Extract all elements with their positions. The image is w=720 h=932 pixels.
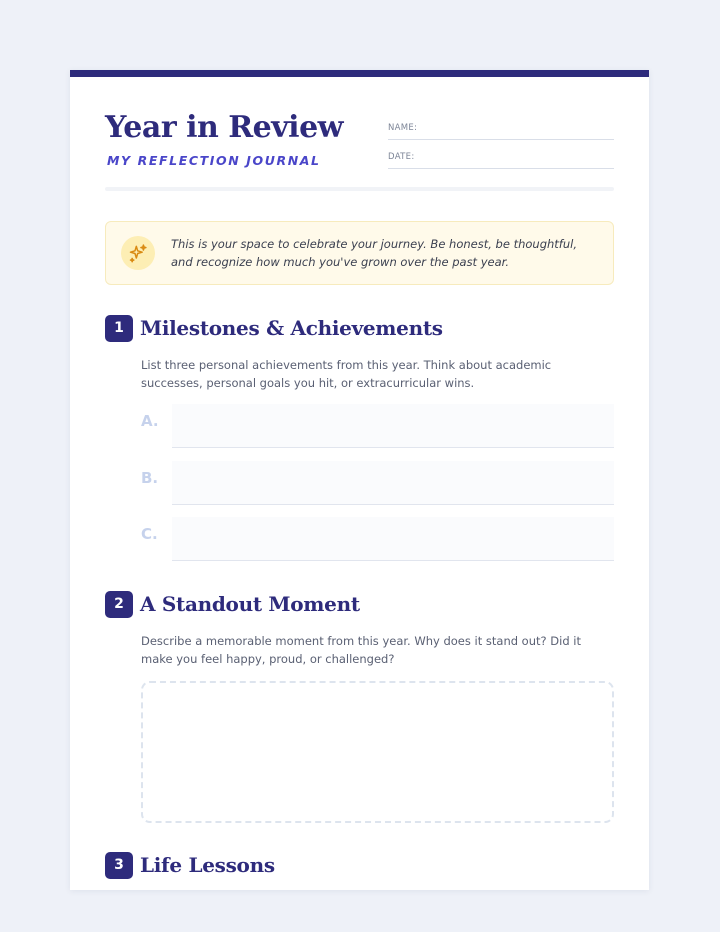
section-2-description: Describe a memorable moment from this year. Why does it stand out? Did it make you feel happy, proud, or challenged? [141,634,581,666]
answer-letter: C. [141,525,158,543]
answer-letter: B. [141,469,159,487]
section-number-badge: 1 [105,315,133,342]
answer-input-b[interactable] [172,461,614,505]
name-field[interactable] [388,123,614,140]
answer-input-a[interactable] [172,404,614,448]
answer-row-c [141,517,614,561]
header-divider [105,187,614,191]
answer-row-b [141,461,614,505]
section-title: Life Lessons [140,853,275,877]
standout-moment-textarea[interactable] [141,681,614,823]
sparkles-icon [121,236,155,270]
page-title: Year in Review [105,110,343,145]
section-title: A Standout Moment [140,592,360,616]
section-number-badge: 2 [105,591,133,618]
answer-letter: A. [141,412,159,430]
page-subtitle: MY REFLECTION JOURNAL [107,153,321,168]
name-label: NAME: [388,123,418,133]
section-title: Milestones & Achievements [140,316,443,340]
intro-callout [105,221,614,285]
date-label: DATE: [388,152,415,162]
answer-input-c[interactable] [172,517,614,561]
section-1-description: List three personal achievements from this year. Think about academic successes, personal goals you hit, or extracurricular wins. [141,358,552,390]
intro-text: This is your space to celebrate your journey. Be honest, be thoughtful, and recognize how much you've grown over the past year. [171,237,577,269]
answer-row-a [141,404,614,448]
worksheet-page [70,70,649,890]
section-number-badge: 3 [105,852,133,879]
date-field[interactable] [388,152,614,169]
top-accent-bar [70,70,649,77]
